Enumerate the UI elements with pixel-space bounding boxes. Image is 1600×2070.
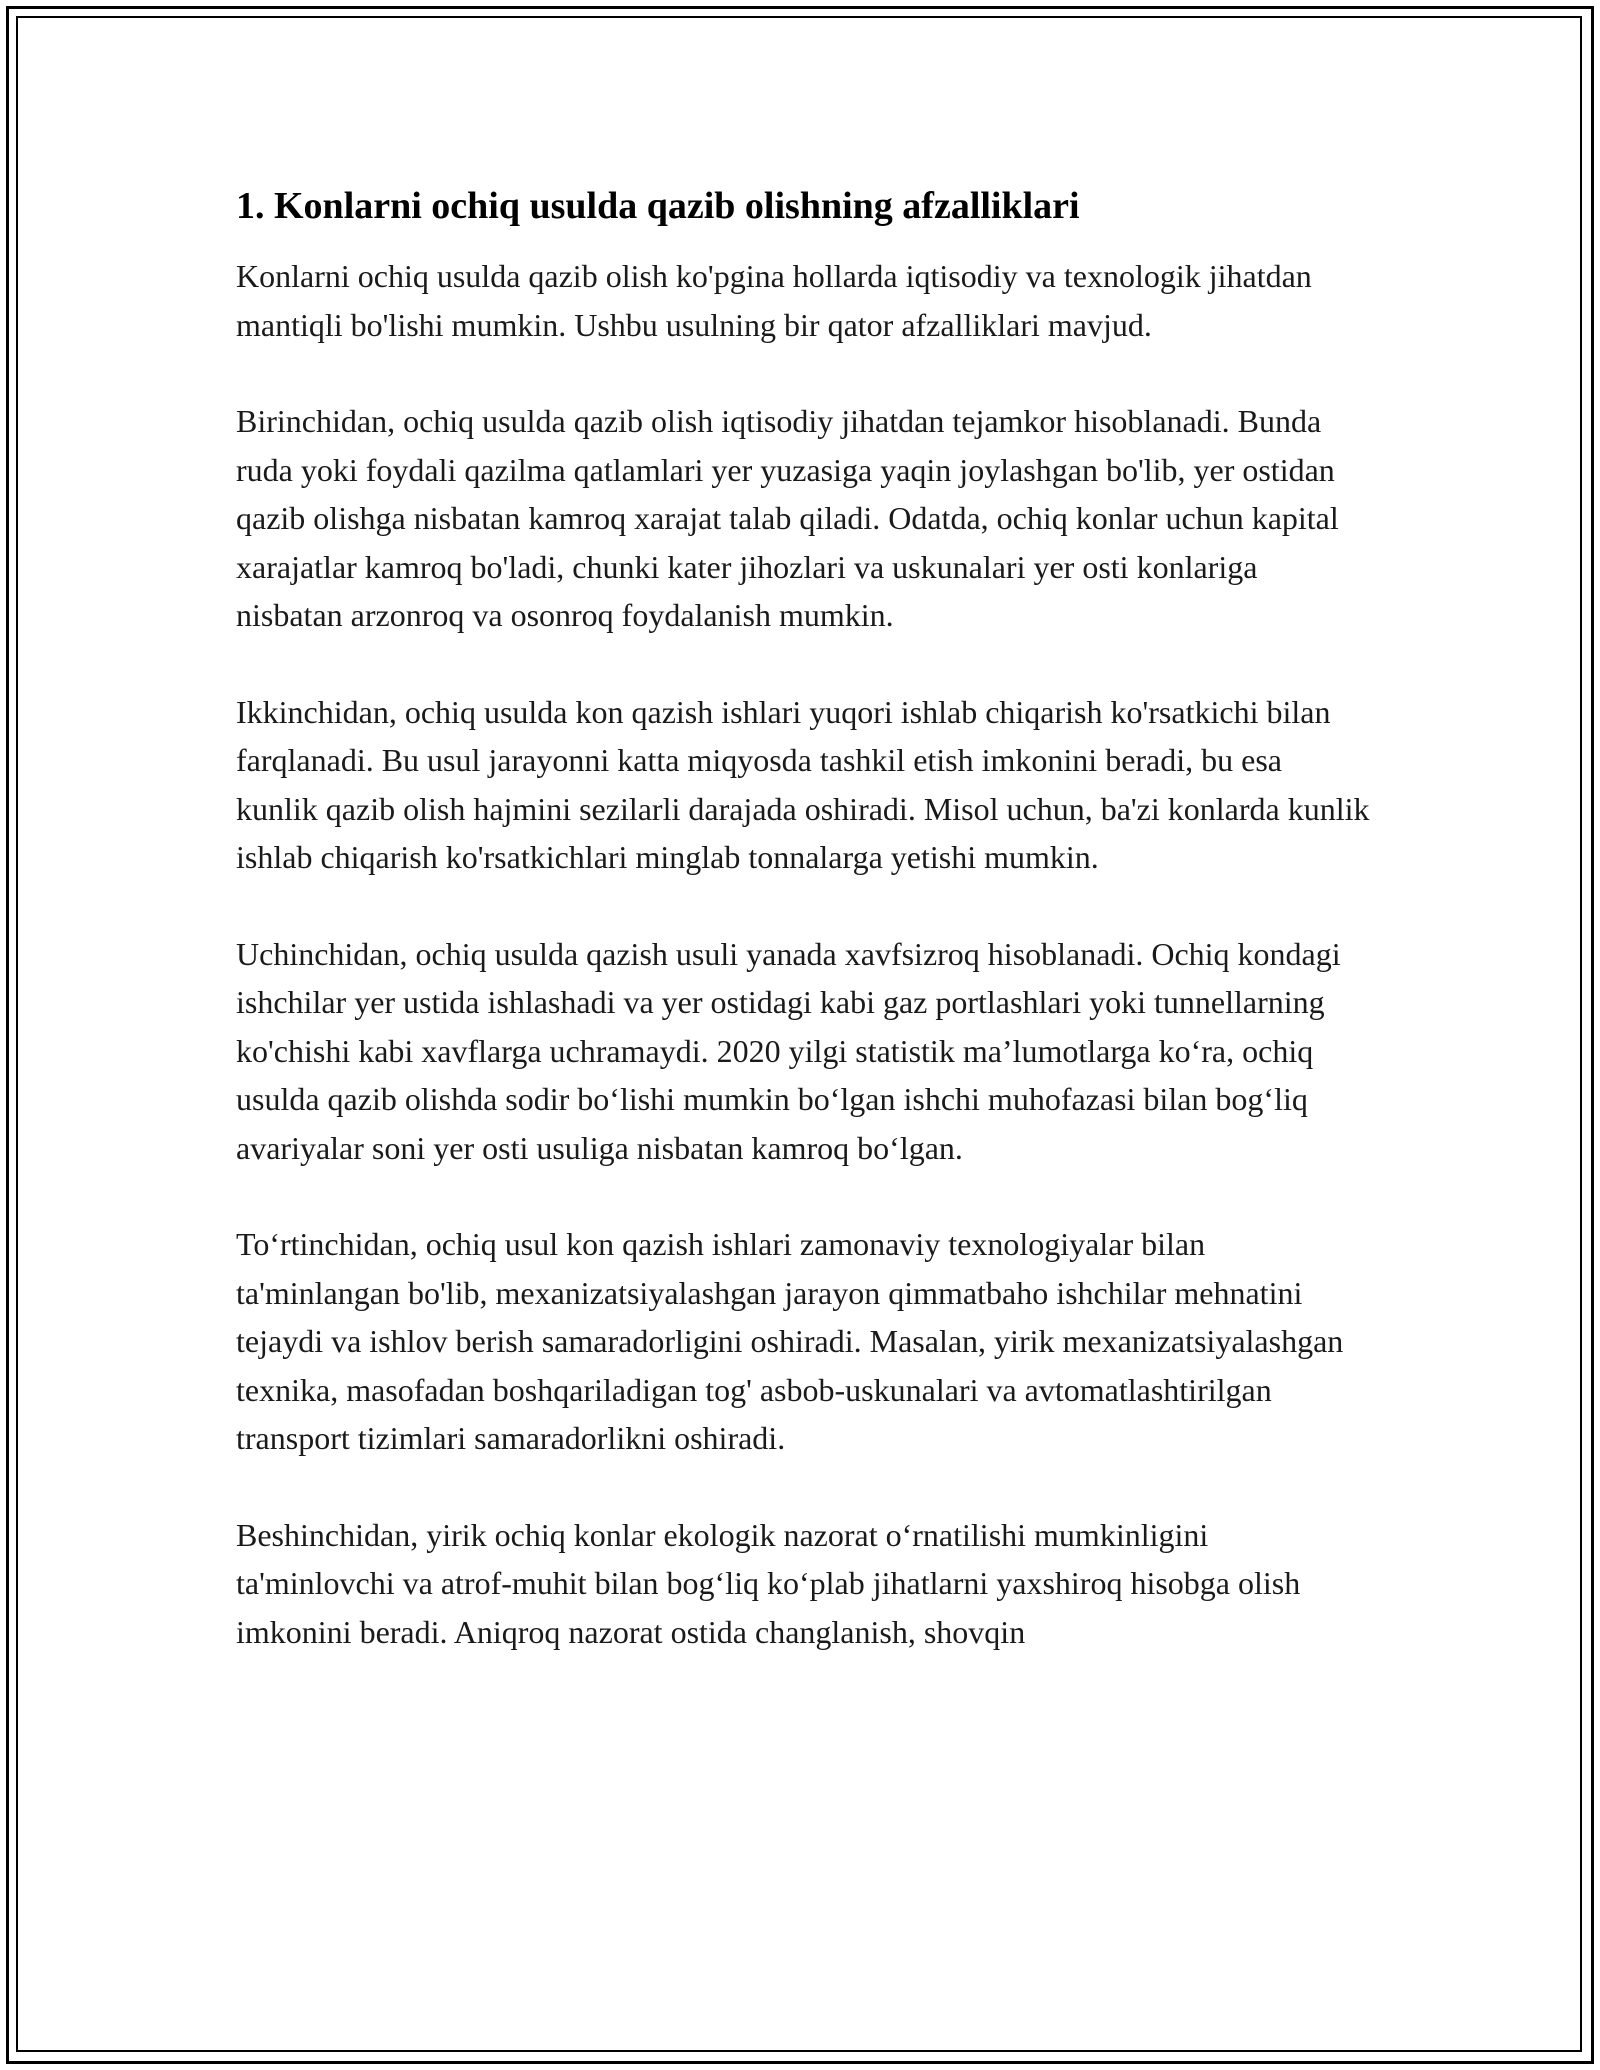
paragraph-first: Birinchidan, ochiq usulda qazib olish iqtisodiy jihatdan tejamkor hisoblanadi. Bunda ruda yoki foydali qazilma qatlamlari yer yuzasiga yaqin joylashgan bo'lib, yer ostidan qazib olishga nisbatan kamroq xarajat talab qiladi. Odatda, ochiq konlar uchun kapital xarajatlar kamroq bo'ladi, chunki kater jihozlari va uskunalari yer osti konlariga nisbatan arzonroq va osonroq foydalanish mumkin. <box>236 403 1339 633</box>
paragraph-fourth: To‘rtinchidan, ochiq usul kon qazish ishlari zamonaviy texnologiyalar bilan ta'minlangan bo'lib, mexanizatsiyalashgan jarayon qimmatbaho ishchilar mehnatini tejaydi va ishlov berish samaradorligini oshiradi. Masalan, yirik mexanizatsiyalashgan texnika, masofadan boshqariladigan tog' asbob-uskunalari va avtomatlashtirilgan transport tizimlari samaradorlikni oshiradi. <box>236 1226 1344 1456</box>
paragraph-second: Ikkinchidan, ochiq usulda kon qazish ishlari yuqori ishlab chiqarish ko'rsatkichi bilan farqlanadi. Bu usul jarayonni katta miqyosda tashkil etish imkonini beradi, bu esa kunlik qazib olish hajmini sezilarli darajada oshiradi. Misol uchun, ba'zi konlarda kunlik ishlab chiqarish ko'rsatkichlari minglab tonnalarga yetishi mumkin. <box>236 693 1370 875</box>
section-heading: 1. Konlarni ochiq usulda qazib olishning afzalliklari <box>236 185 1080 227</box>
paragraph-intro: Konlarni ochiq usulda qazib olish ko'pgina hollarda iqtisodiy va texnologik jihatdan mantiqli bo'lishi mumkin. Ushbu usulning bir qator afzalliklari mavjud. <box>236 258 1312 343</box>
document-body <box>236 180 1371 1704</box>
paragraph-fifth: Beshinchidan, yirik ochiq konlar ekologik nazorat o‘rnatilishi mumkinligini ta'minlovchi va atrof-muhit bilan bog‘liq ko‘plab jihatlarni yaxshiroq hisobga olish imkonini beradi. Aniqroq nazorat ostida changlanish, shovqin <box>236 1516 1301 1650</box>
paragraph-third: Uchinchidan, ochiq usulda qazish usuli yanada xavfsizroq hisoblanadi. Ochiq kondagi ishchilar yer ustida ishlashadi va yer ostidagi kabi gaz portlashlari yoki tunnellarning ko'chishi kabi xavflarga uchramaydi. 2020 yilgi statistik ma’lumotlarga ko‘ra, ochiq usulda qazib olishda sodir bo‘lishi mumkin bo‘lgan ishchi muhofazasi bilan bog‘liq avariyalar soni yer osti usuliga nisbatan kamroq bo‘lgan. <box>236 935 1341 1166</box>
